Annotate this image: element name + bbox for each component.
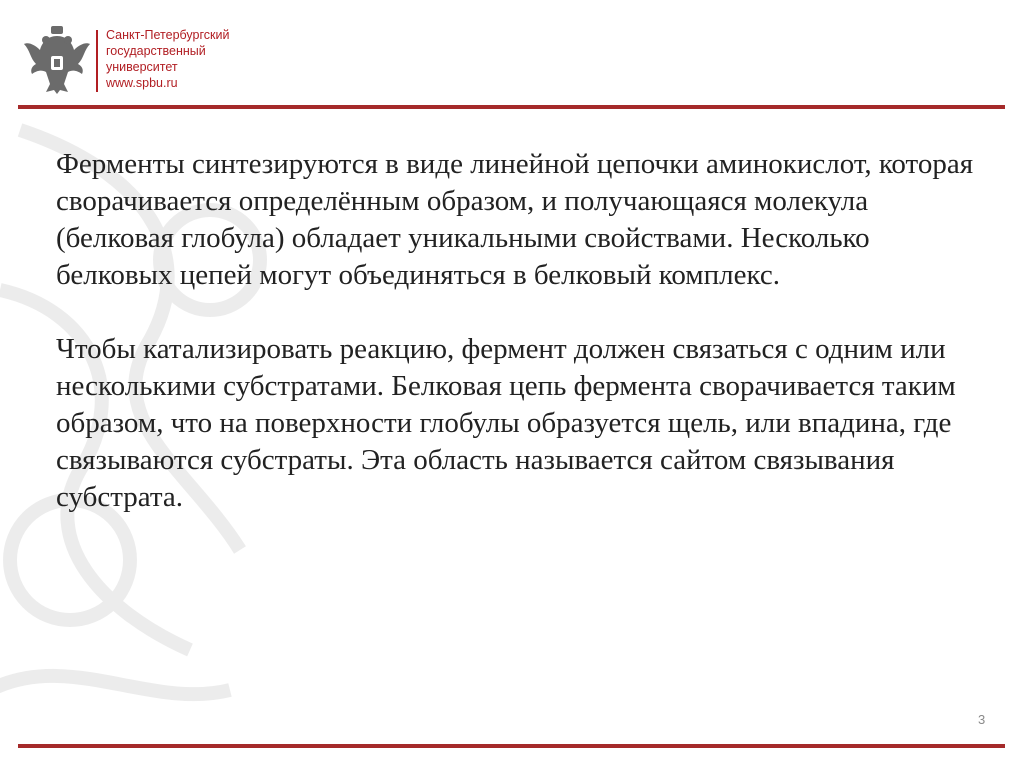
paragraph-1: Ферменты синтезируются в виде линейной цепочки аминокислот, которая сворачивается определённым образом, и получающаяся молекула (белковая глобула) обладает уникальными свойствами. Несколько белковых цепей могут объединяться в белковый комплекс. — [56, 148, 974, 291]
university-website: www.spbu.ru — [106, 76, 178, 90]
header-divider — [96, 30, 98, 92]
footer-rule — [18, 744, 1005, 748]
university-name-line-3: университет — [106, 60, 178, 74]
paragraph-2: Чтобы катализировать реакцию, фермент должен связаться с одним или несколькими субстратами. Белковая цепь фермента сворачивается таким образом, что на поверхности глобулы образуется щель, или впадина, где связываются субстраты. Эта область называется сайтом связывания субстрата. — [56, 333, 956, 513]
double-headed-eagle-emblem-icon — [22, 24, 92, 96]
university-name-line-2: государственный — [106, 44, 206, 58]
slide-body — [56, 146, 976, 516]
page-number: 3 — [978, 712, 986, 727]
university-name-line-1: Санкт-Петербургский — [106, 28, 230, 42]
university-name — [106, 27, 229, 91]
header-rule — [18, 105, 1005, 109]
